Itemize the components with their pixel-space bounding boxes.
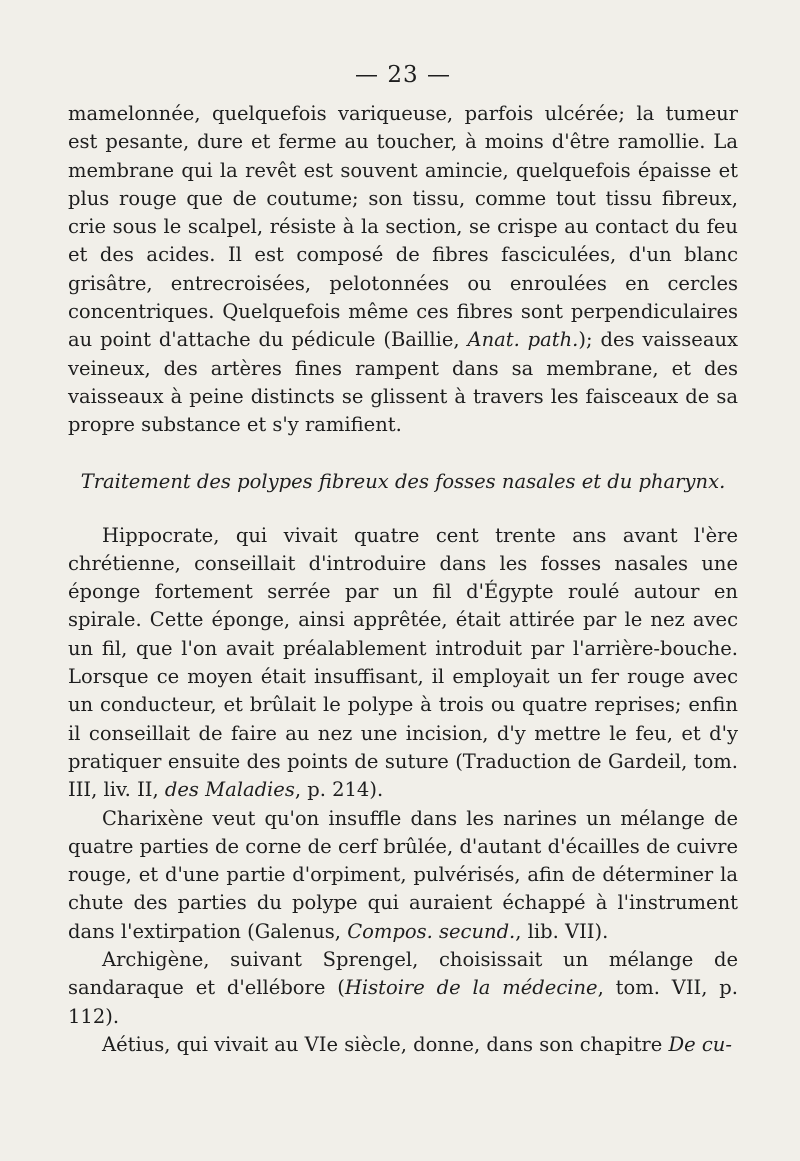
paragraph-archigene: Archigène, suivant Sprengel, choisissait un mélange de sandaraque et d'ellébore (Histoire de la médecine, tom. VII, p. 112).	[68, 948, 738, 1028]
citation-histoire-medecine: Histoire de la médecine	[344, 976, 598, 1000]
section-title: Traitement des polypes fibreux des fosses nasales et du pharynx.	[80, 469, 726, 493]
paragraph-hippocrate: Hippocrate, qui vivait quatre cent trente ans avant l'ère chrétienne, conseillait d'introduire dans les fosses nasales une éponge fortement serrée par un fil d'Égypte roulé autour en spirale. Cette éponge, ainsi apprêtée, était attirée par le nez avec un fil, que l'on avait préalablement introduit par l'arrière-bouche. Lorsque ce moyen était insuffisant, il employait un fer rouge avec un conducteur, et brûlait le polype à trois ou quatre reprises; enfin il conseillait de faire au nez une incision, d'y mettre le feu, et d'y pratiquer ensuite des points de suture (Traduction de Gardeil, tom. III, liv. II, des Maladies, p. 214).	[68, 523, 738, 802]
citation-compos-secund: Compos. secund.	[347, 919, 516, 943]
page-number: — 23 —	[355, 62, 451, 88]
citation-de-cu: De cu-	[668, 1032, 732, 1056]
paragraph-tumor-description: mamelonnée, quelquefois variqueuse, parfois ulcérée; la tumeur est pesante, dure et ferme au toucher, à moins d'être ramollie. La membrane qui la revêt est souvent amincie, quelquefois épaisse et plus rouge que de coutume; son tissu, comme tout tissu fibreux, crie sous le scalpel, résiste à la section, se crispe au contact du feu et des acides. Il est composé de fibres fasciculées, d'un blanc grisâtre, entrecroisées, pelotonnées ou enroulées en cercles concentriques. Quelquefois même ces fibres sont perpendiculaires au point d'attache du pédicule (Baillie, Anat. path.); des vaisseaux veineux, des artères fines rampent dans sa membrane, et des vaisseaux à peine distincts se glissent à travers les faisceaux de sa propre substance et s'y ramifient.	[68, 102, 738, 437]
citation-anat-path: Anat. path.	[467, 328, 579, 352]
paragraph-charixene: Charixène veut qu'on insuffle dans les narines un mélange de quatre parties de corne de cerf brûlée, d'autant d'écailles de cuivre rouge, et d'une partie d'orpiment, pulvérisés, afin de déterminer la chute des parties du polype qui auraient échappé à l'instrument dans l'extirpation (Galenus, Compos. secund., lib. VII).	[68, 806, 738, 943]
citation-des-maladies: des Maladies	[164, 778, 295, 802]
paragraph-aetius: Aétius, qui vivait au VIe siècle, donne, dans son chapitre De cu-	[102, 1032, 732, 1056]
